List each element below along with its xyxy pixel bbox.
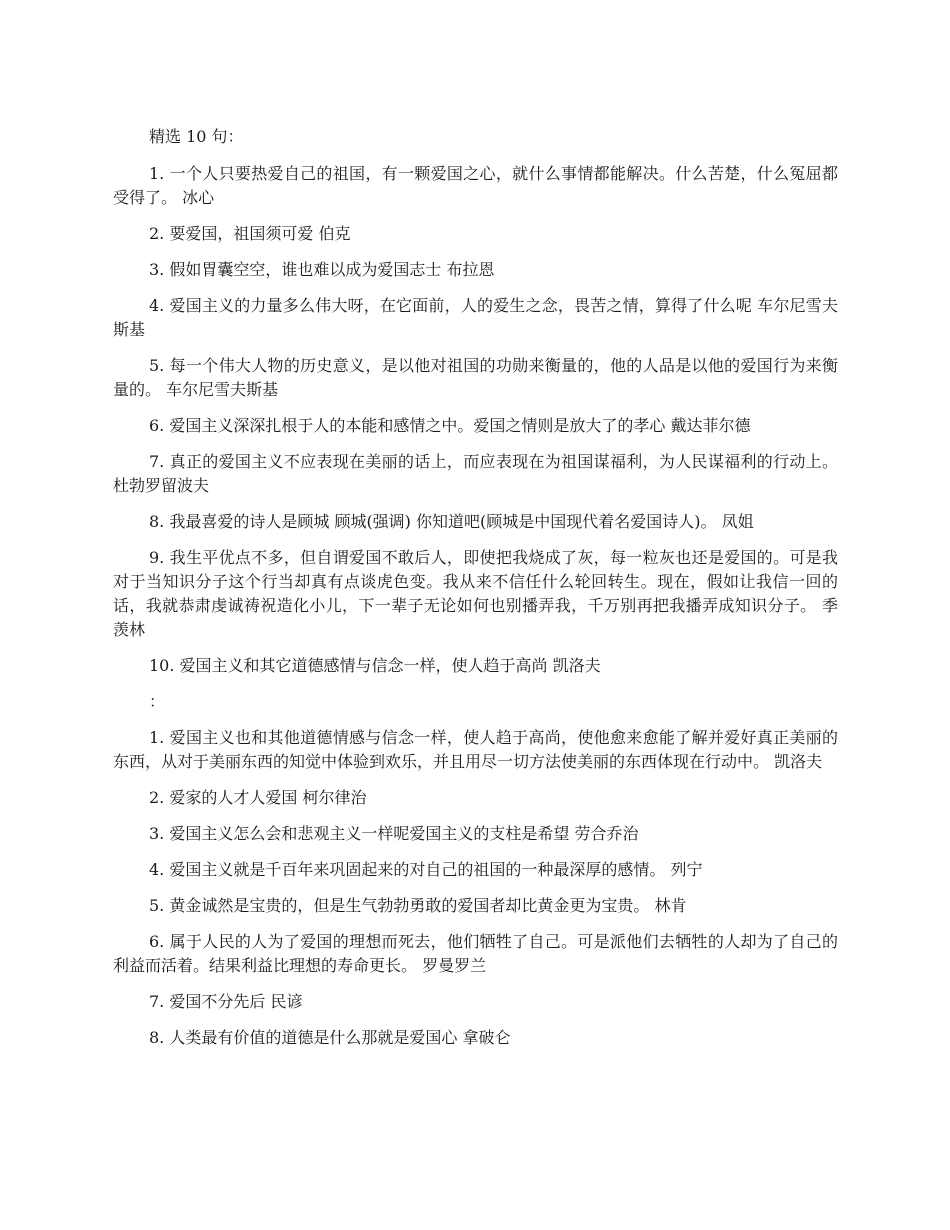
quote-item: 8. 人类最有价值的道德是什么那就是爱国心 拿破仑 (149, 1028, 511, 1047)
quote-item: 2. 要爱国，祖国须可爱 伯克 (149, 224, 351, 243)
quote-item: 3. 爱国主义怎么会和悲观主义一样呢爱国主义的支柱是希望 劳合乔治 (149, 824, 639, 843)
section-separator: ： (149, 692, 166, 711)
quote-item: 4. 爱国主义就是千百年来巩固起来的对自己的祖国的一种最深厚的感情。 列宁 (149, 860, 703, 879)
quote-item: 3. 假如胃囊空空，谁也难以成为爱国志士 布拉恩 (149, 260, 495, 279)
quote-item: 1. 爱国主义也和其他道德情感与信念一样，使人趋于高尚，使他愈来愈能了解并爱好真正美丽的东西，从对于美丽东西的知觉中体验到欢乐，并且用尽一切方法使美丽的东西体现在行动中。 凯洛夫 (113, 728, 838, 771)
quote-item: 1. 一个人只要热爱自己的祖国，有一颗爱国之心，就什么事情都能解决。什么苦楚，什么冤屈都受得了。 冰心 (113, 164, 838, 207)
quote-item: 9. 我生平优点不多，但自谓爱国不敢后人，即使把我烧成了灰，每一粒灰也还是爱国的。可是我对于当知识分子这个行当却真有点谈虎色变。我从来不信任什么轮回转生。现在，假如让我信一回的话，我就恭肃虔诚祷祝造化小儿，下一辈子无论如何也别播弄我，千万别再把我播弄成知识分子。 季羡林 (113, 548, 838, 639)
quote-item: 6. 爱国主义深深扎根于人的本能和感情之中。爱国之情则是放大了的孝心 戴达菲尔德 (149, 416, 751, 435)
quote-item: 2. 爱家的人才人爱国 柯尔律治 (149, 788, 367, 807)
quote-item: 5. 黄金诚然是宝贵的，但是生气勃勃勇敢的爱国者却比黄金更为宝贵。 林肯 (149, 896, 687, 915)
quote-item: 7. 爱国不分先后 民谚 (149, 992, 303, 1011)
quote-item: 4. 爱国主义的力量多么伟大呀，在它面前，人的爱生之念，畏苦之情，算得了什么呢 车尔尼雪夫斯基 (113, 296, 838, 339)
document-heading: 精选 10 句： (149, 127, 244, 146)
quote-item: 5. 每一个伟大人物的历史意义，是以他对祖国的功勋来衡量的，他的人品是以他的爱国行为来衡量的。 车尔尼雪夫斯基 (113, 356, 838, 399)
quote-item: 10. 爱国主义和其它道德感情与信念一样，使人趋于高尚 凯洛夫 (149, 656, 601, 675)
quote-item: 8. 我最喜爱的诗人是顾城 顾城(强调) 你知道吧(顾城是中国现代着名爱国诗人)。 凤姐 (149, 512, 754, 531)
quote-item: 6. 属于人民的人为了爱国的理想而死去，他们牺牲了自己。可是派他们去牺牲的人却为了自己的利益而活着。结果利益比理想的寿命更长。 罗曼罗兰 (113, 932, 838, 975)
quote-item: 7. 真正的爱国主义不应表现在美丽的话上，而应表现在为祖国谋福利，为人民谋福利的行动上。 杜勃罗留波夫 (113, 452, 838, 495)
document-page (113, 125, 838, 1062)
